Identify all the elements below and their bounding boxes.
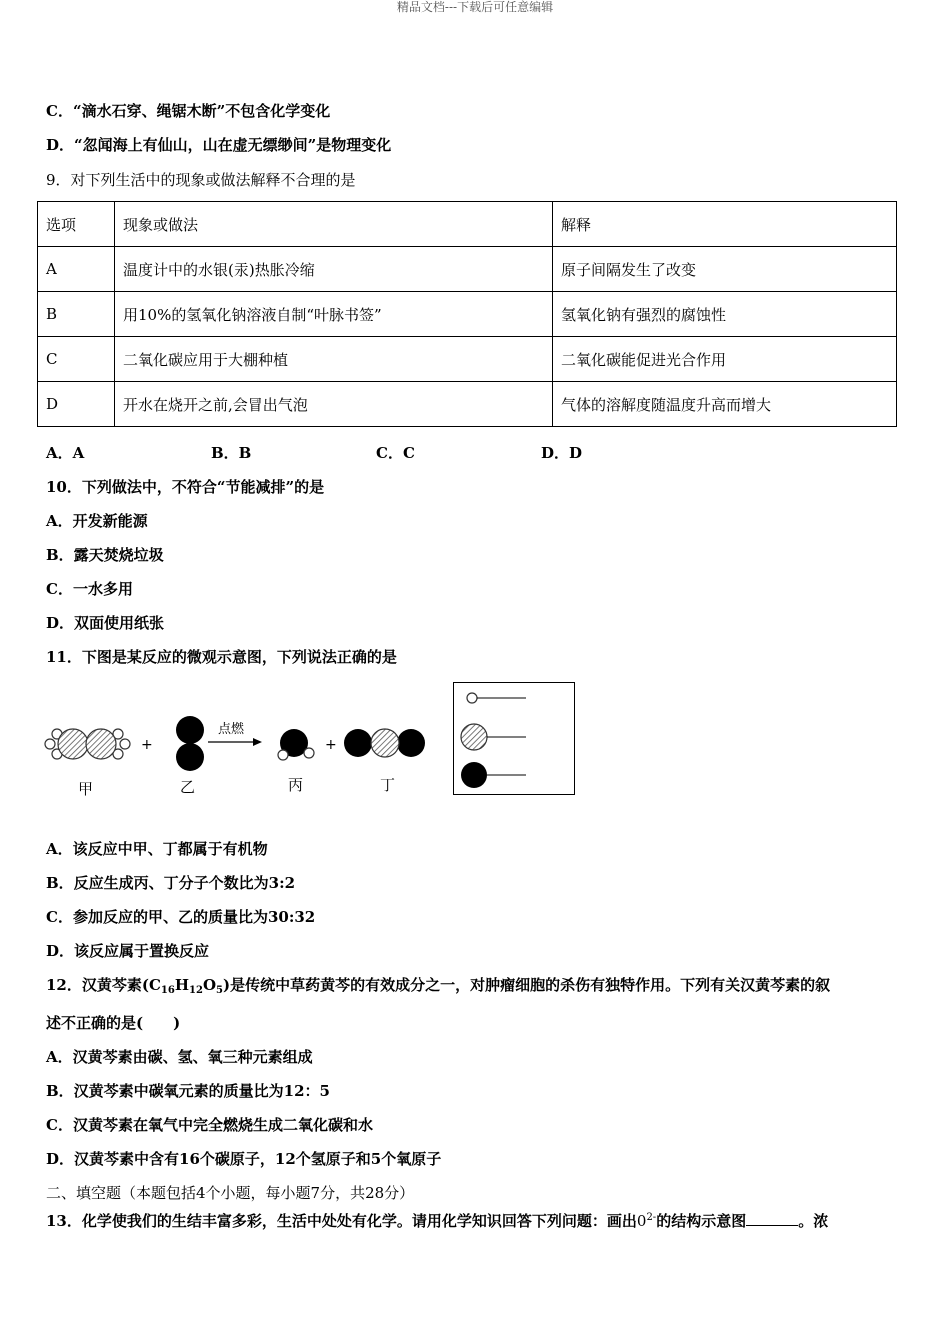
page-header: 精品文档---下载后可任意编辑 [396,0,554,14]
q12-h: H [174,976,190,994]
q12-stem [46,975,830,1001]
q11-option-a: A．该反应中甲、丁都属于有机物 [46,840,268,858]
table-cell: 用10%的氢氧化钠溶液自制“叶脉书签” [115,292,553,337]
q12-stem-pre: 12．汉黄芩素(C [46,976,161,994]
table-header-cell: 现象或做法 [115,202,553,247]
q9-choice-b: B．B [211,444,252,462]
q9-choices [46,443,706,463]
q9-choice-c: C．C [376,444,415,462]
q13-ion: 0 [636,1212,647,1230]
q12-h-subscript: 12 [189,985,203,996]
table-row [38,337,897,382]
q12-option-a: A．汉黄芩素由碳、氢、氧三种元素组成 [46,1048,313,1066]
molecule-ding [344,729,425,757]
arrow-head-icon [253,738,262,746]
legend-svg [454,683,574,793]
answer-blank[interactable] [746,1211,798,1226]
q8-option-c: C．“滴水石穿、绳锯木断”不包含化学变化 [46,102,331,120]
label-jia: 甲 [78,780,94,798]
q12-o-subscript: 5 [216,985,223,996]
q12-option-c: C．汉黄芩素在氧气中完全燃烧生成二氧化碳和水 [46,1116,373,1134]
q9-stem: 9．对下列生活中的现象或做法解释不合理的是 [46,171,356,189]
label-bing: 丙 [288,776,304,794]
q11-option-d: D．该反应属于置换反应 [46,942,210,960]
table-header-row [38,202,897,247]
q12-stem-post: )是传统中草药黄芩的有效成分之一，对肿瘤细胞的杀伤有独特作用。下列有关汉黄芩素的叙 [223,976,831,994]
q12-o: O [202,976,217,994]
q12-c-subscript: 16 [160,985,175,996]
q13-post: 的结构示意图 [656,1212,747,1230]
q12-stem-line2: 述不正确的是( ) [46,1014,181,1032]
molecule-yi [176,716,204,771]
oxygen-atom-icon [461,762,487,788]
q10-option-a: A．开发新能源 [46,512,148,530]
q13-stem [46,1208,828,1231]
table-header-cell: 解释 [553,202,897,247]
molecule-jia [45,729,130,759]
section-heading: 二、填空题（本题包括4个小题，每小题7分，共28分） [46,1184,415,1202]
table-cell: 开水在烧开之前,会冒出气泡 [115,382,553,427]
q11-stem: 11．下图是某反应的微观示意图，下列说法正确的是 [46,648,397,666]
q13-pre: 13．化学使我们的生结丰富多彩，生活中处处有化学。请用化学知识回答下列问题：画出 [46,1212,637,1230]
table-cell: C [38,337,115,382]
arrow-label: 点燃 [218,722,245,737]
q13-ion-charge: 2- [646,1212,657,1223]
diagram-legend [453,682,575,795]
plus-sign: + [141,737,153,753]
table-cell: 温度计中的水银(汞)热胀冷缩 [115,247,553,292]
q11-option-b: B．反应生成丙、丁分子个数比为3:2 [46,874,296,892]
label-yi: 乙 [180,778,196,796]
q10-option-c: C．一水多用 [46,580,133,598]
table-header-cell: 选项 [38,202,115,247]
table-row [38,382,897,427]
table-cell: 氢氧化钠有强烈的腐蚀性 [553,292,897,337]
reaction-diagram [40,712,440,802]
molecule-bing [278,729,314,760]
table-row [38,292,897,337]
q13-tail: 。浓 [798,1212,829,1230]
q10-option-d: D．双面使用纸张 [46,614,165,632]
q9-choice-d: D．D [541,444,583,462]
q12-option-b: B．汉黄芩素中碳氧元素的质量比为12：5 [46,1082,330,1100]
q9-choice-a: A．A [46,444,85,462]
table-cell: 原子间隔发生了改变 [553,247,897,292]
plus-sign: + [325,737,337,753]
carbon-atom-icon [461,724,487,750]
table-cell: B [38,292,115,337]
q8-option-d: D．“忽闻海上有仙山，山在虚无缥缈间”是物理变化 [46,136,392,154]
table-cell: D [38,382,115,427]
table-cell: 气体的溶解度随温度升高而增大 [553,382,897,427]
table-cell: 二氧化碳能促进光合作用 [553,337,897,382]
table-cell: A [38,247,115,292]
q9-table [37,201,897,427]
q11-option-c: C．参加反应的甲、乙的质量比为30:32 [46,908,316,926]
label-ding: 丁 [380,776,396,794]
q10-stem: 10．下列做法中，不符合“节能减排”的是 [46,478,325,496]
table-cell: 二氧化碳应用于大棚种植 [115,337,553,382]
q10-option-b: B．露天焚烧垃圾 [46,546,164,564]
q12-option-d: D．汉黄芩素中含有16个碳原子，12个氢原子和5个氧原子 [46,1150,442,1168]
table-row [38,247,897,292]
hydrogen-atom-icon [467,693,477,703]
